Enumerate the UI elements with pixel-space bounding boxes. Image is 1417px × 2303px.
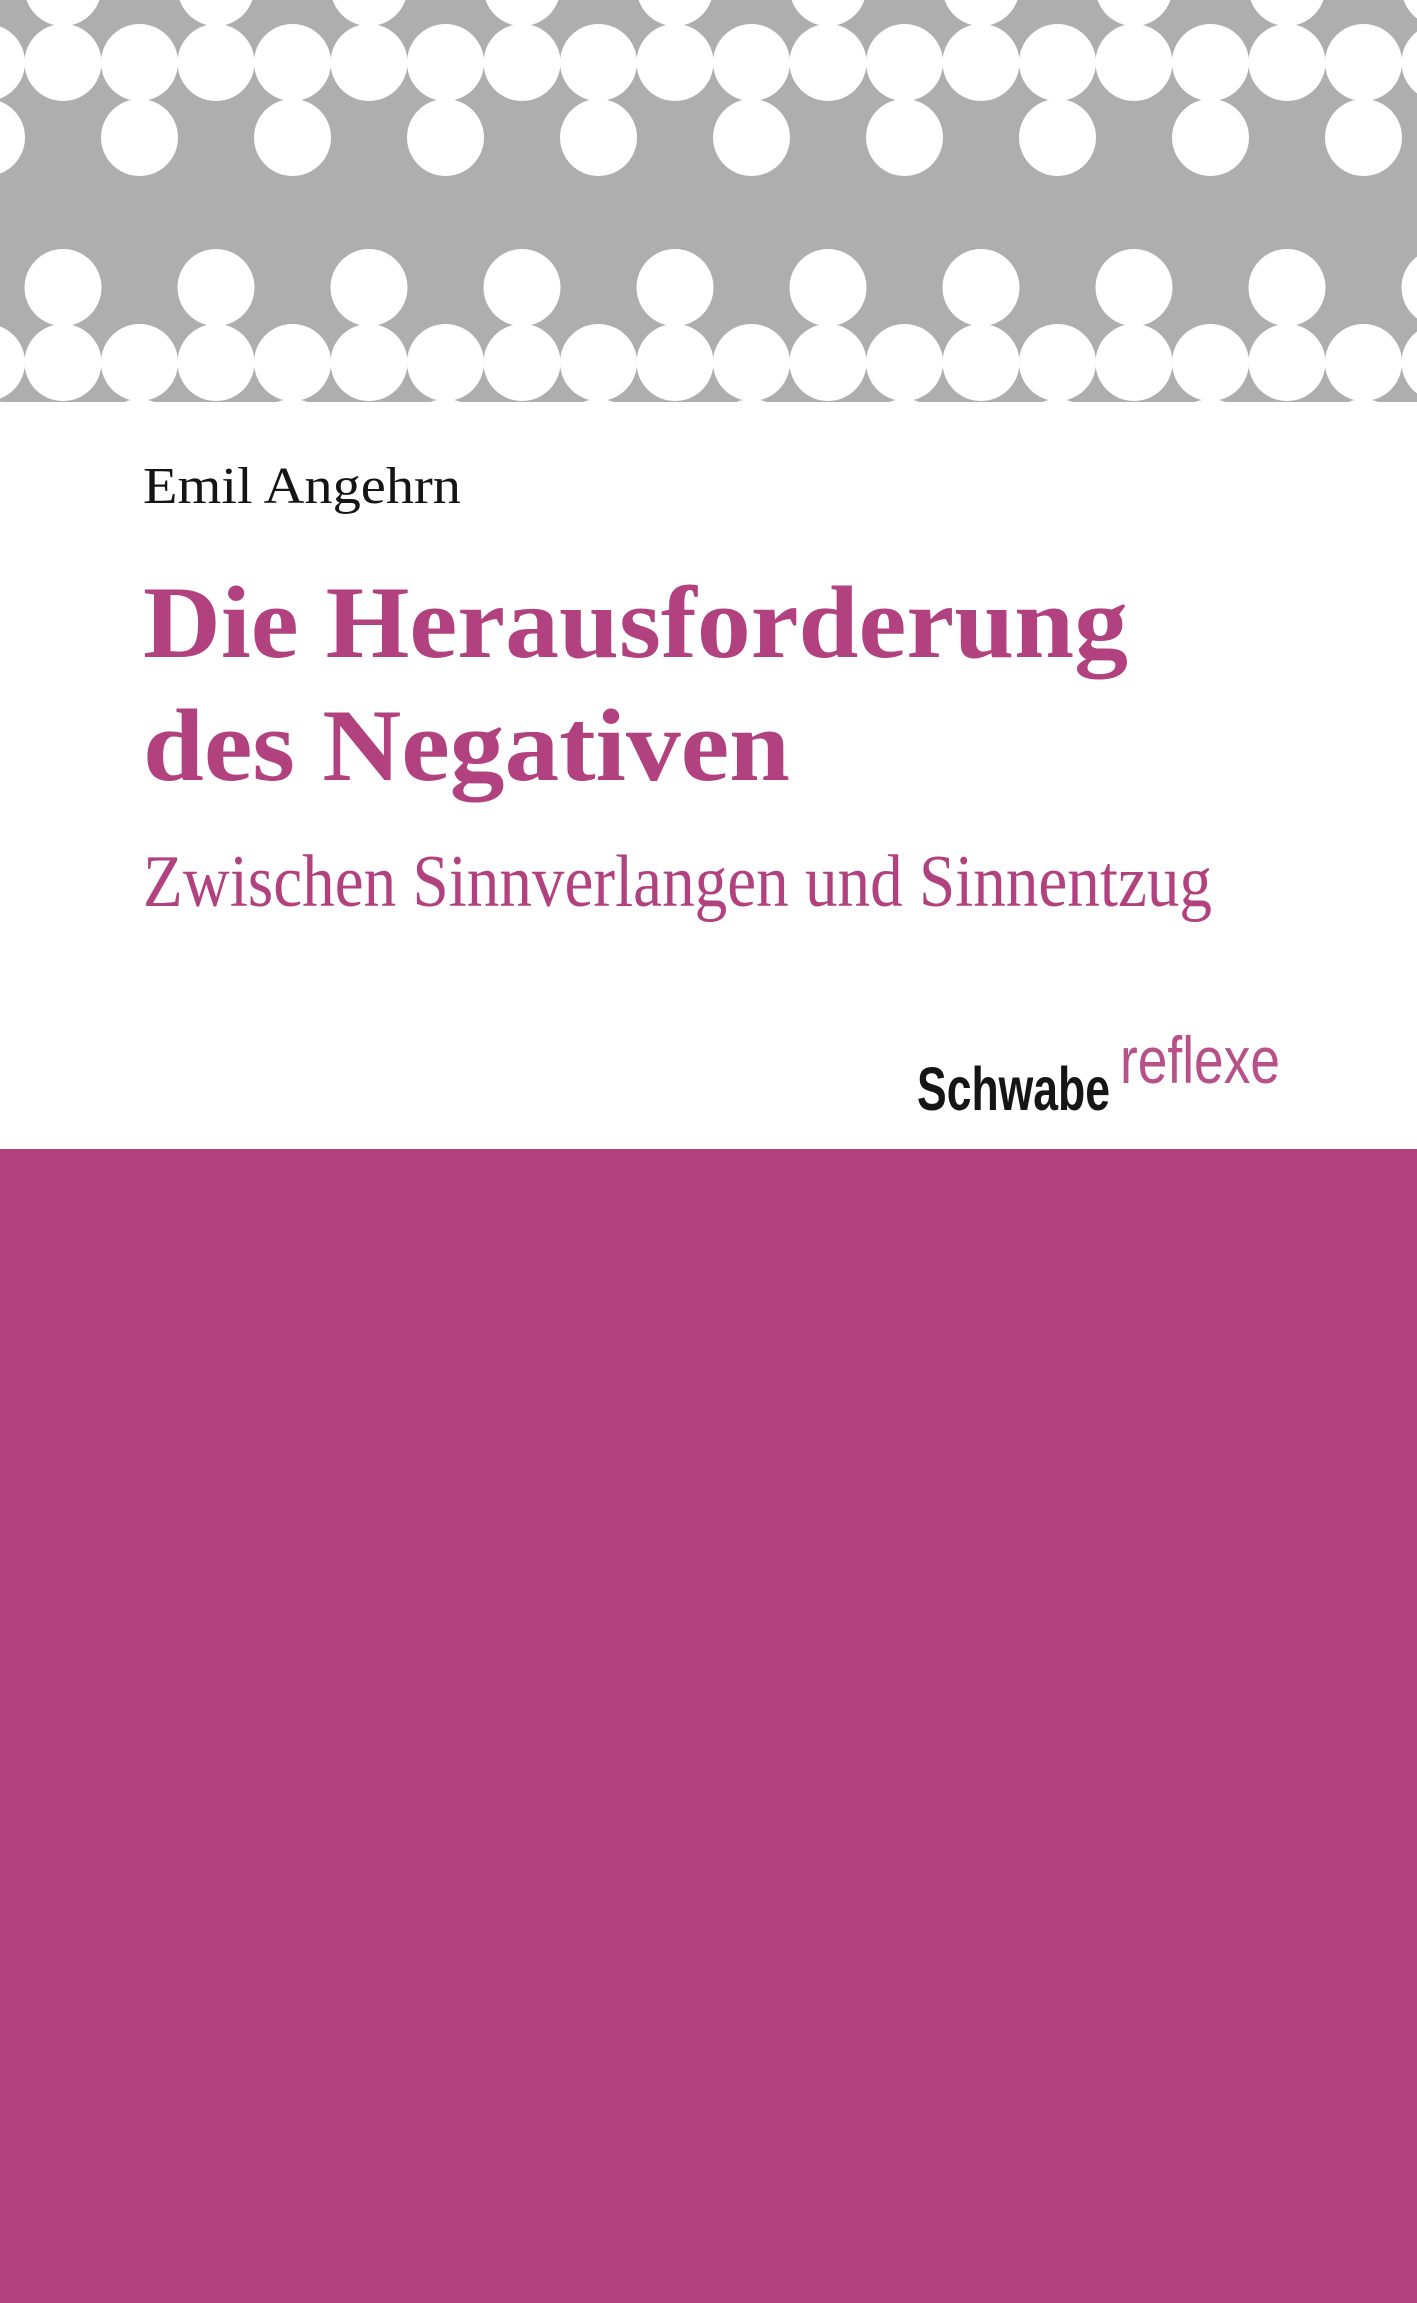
book-title-line2: des Negativen — [143, 689, 790, 803]
author-name: Emil Angehrn — [143, 458, 461, 515]
color-block — [0, 1149, 1417, 2303]
book-title-line1: Die Herausforderung — [143, 566, 1128, 680]
book-subtitle: Zwischen Sinnverlangen und Sinnentzug — [143, 841, 1212, 923]
series-name: reflexe — [1120, 1023, 1280, 1097]
decorative-pattern-band — [0, 0, 1417, 402]
publisher-logo — [917, 1023, 1280, 1123]
publisher-name: Schwabe — [917, 1055, 1110, 1123]
